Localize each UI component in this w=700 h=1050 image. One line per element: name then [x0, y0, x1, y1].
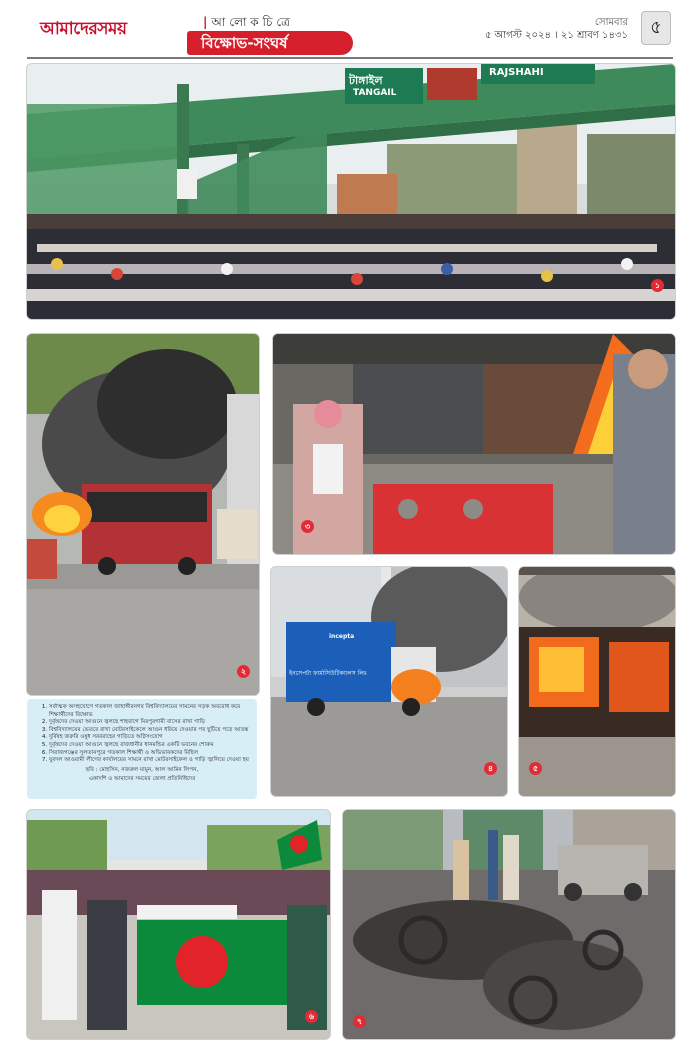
caption-item: 1. সর্বাত্মক অসহযোগে গতকাল জাহাঙ্গীরনগর বিশ্ববিদ্যালয়ের সামনের সড়ক অবরোধ করে শিক্ষার্থীদের বিক্ষোভ [49, 704, 249, 719]
newspaper-logo[interactable]: আমাদেরসময় [40, 19, 127, 39]
photo-1-crowd-footbridge[interactable] [26, 63, 676, 320]
photo-credit-1: ছবি : মোহসিন, নজরুল মামুন, আল আমিন লিপন, [85, 766, 199, 773]
caption-item: 7. যুবদল আওয়ামী লীগের কার্যালয়ের সামনে রাখা মোটরসাইকেল ও গাড়ি জ্বালিয়ে দেওয়া হয় [49, 757, 249, 765]
caption-item: 2. দুর্বৃত্তদের দেওয়া আগুনে জ্বলছে শাহবাগে মিরপুরগামী বাসের রাখা গাড়ি [49, 719, 249, 727]
photo-badge-6: ৬ [305, 1010, 318, 1023]
photo-2-burning-bus[interactable] [26, 333, 260, 696]
caption-item: 5. দুর্বৃত্তদের দেওয়া আগুনে জ্বলছে রাজধানীর ধানমন্ডির একটি ভবনের শোরুম [49, 742, 249, 750]
photo-badge-2: ২ [237, 665, 250, 678]
caption-list [35, 704, 249, 765]
day-label: সোমবার [594, 17, 628, 28]
section-label: | আ লো ক চি ত্রে [203, 15, 290, 29]
sign-tangail-bangla: টাঙ্গাইল [349, 74, 383, 87]
date-label: ৫ আগস্ট ২০২৪ । ২১ শ্রাবণ ১৪৩১ [484, 30, 628, 41]
photo-5-showroom-fire[interactable] [518, 566, 676, 797]
photo-badge-4: ৪ [484, 762, 497, 775]
section-label-text: আ লো ক চি ত্রে [211, 15, 290, 29]
caption-item: 6. সিরাজগঞ্জের সুলতানপুরে গতকাল শিক্ষার্থী ও অভিভাবকদের মিছিল [49, 750, 249, 758]
photo-badge-1: ১ [651, 279, 664, 292]
caption-item: 3. বিশ্ববিদ্যালয়ের ভেতরে রাখা মোটরসাইকেলে আগুন ধরিয়ে দেওয়ার পর ছুটিয়ে পড়ে আতঙ্ক [49, 727, 249, 735]
page-title: বিক্ষোভ-সংঘর্ষ [187, 31, 353, 55]
truck-brand: incepta [329, 633, 355, 640]
photo-4-truck-fire[interactable] [270, 566, 508, 797]
photo-7-burnt-vehicles[interactable] [342, 809, 676, 1040]
photo-badge-7: ৭ [353, 1015, 366, 1028]
truck-company-text: ইনসেপটা ফার্মাসিউটিক্যালস লিঃ [289, 670, 368, 677]
photo-credit-2: একাদশি ও আমাদের সময়ের জেলা প্রতিনিধিদের [88, 776, 196, 783]
caption-item: 4. দুর্বিষহ জরুরি ওষুধ সরবরাহের গাড়িতে অগ্নিসংযোগ [49, 734, 249, 742]
sign-tangail-english: TANGAIL [353, 88, 397, 98]
photo-badge-3: ৩ [301, 520, 314, 533]
header-divider [27, 57, 673, 59]
photo-6-women-march-flag[interactable] [26, 809, 331, 1040]
photo-badge-5: ৫ [529, 762, 542, 775]
photo-captions [27, 699, 257, 799]
photo-3-woman-fire[interactable] [272, 333, 676, 555]
sign-rajshahi: RAJSHAHI [489, 67, 544, 78]
page-number: ৫ [641, 11, 671, 45]
